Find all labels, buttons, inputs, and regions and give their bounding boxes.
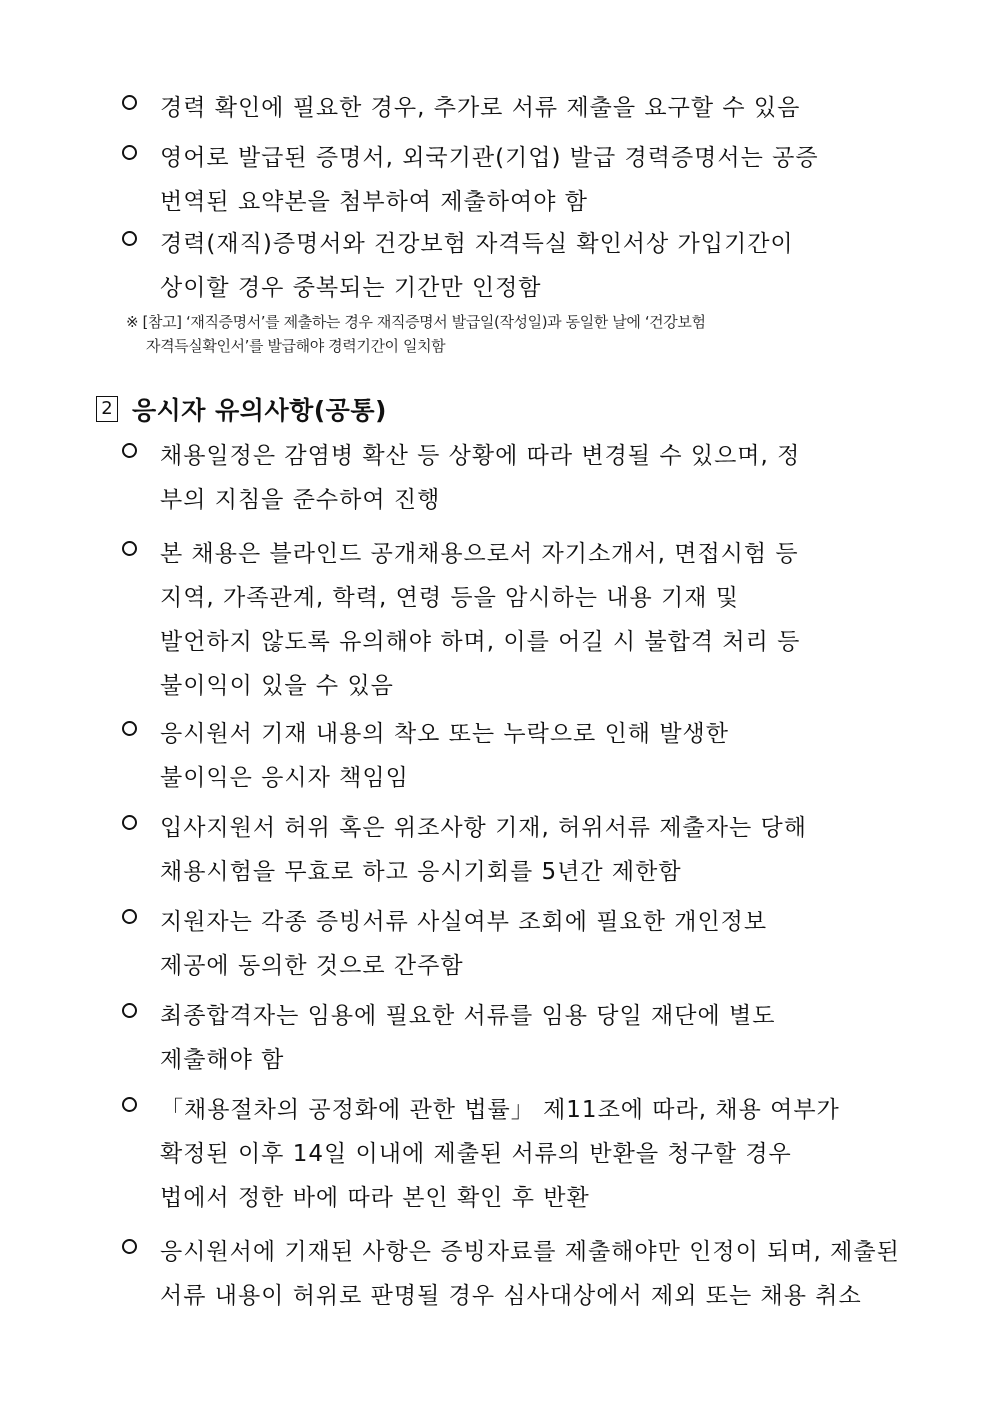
item-line: 제공에 동의한 것으로 간주함 xyxy=(160,953,464,979)
section-title: 응시자 유의사항(공통) xyxy=(132,396,387,425)
item-line: 발언하지 않도록 유의해야 하며, 이를 어길 시 불합격 처리 등 xyxy=(160,629,801,655)
bullet-circle-icon xyxy=(122,1239,137,1254)
bullet-item xyxy=(122,994,912,1082)
item-text xyxy=(160,712,912,800)
bullet-circle-icon xyxy=(122,443,137,458)
item-line: 응시원서에 기재된 사항은 증빙자료를 제출해야만 인정이 되며, 제출된 xyxy=(160,1239,900,1265)
bullet-circle-icon xyxy=(122,815,137,830)
item-line: 확정된 이후 14일 이내에 제출된 서류의 반환을 청구할 경우 xyxy=(160,1141,792,1167)
bullet-item xyxy=(122,434,912,522)
item-line: 최종합격자는 임용에 필요한 서류를 임용 당일 재단에 별도 xyxy=(160,1003,776,1029)
item-text xyxy=(160,994,912,1082)
section-heading xyxy=(96,392,387,426)
bullet-circle-icon xyxy=(122,1003,137,1018)
bullet-item xyxy=(122,900,912,988)
item-text xyxy=(160,900,912,988)
item-text xyxy=(160,434,912,522)
bullet-item xyxy=(122,532,912,708)
item-line: 상이할 경우 중복되는 기간만 인정함 xyxy=(160,275,542,301)
bullet-item xyxy=(122,222,912,310)
item-text xyxy=(160,532,912,708)
item-line: 번역된 요약본을 첨부하여 제출하여야 함 xyxy=(160,189,588,215)
item-line: 서류 내용이 허위로 판명될 경우 심사대상에서 제외 또는 채용 취소 xyxy=(160,1283,862,1309)
bullet-circle-icon xyxy=(122,95,137,110)
item-line: 채용시험을 무효로 하고 응시기회를 5년간 제한함 xyxy=(160,859,682,885)
note-line: ※ [참고] ‘재직증명서’를 제출하는 경우 재직증명서 발급일(작성일)과 동일한 날에 ‘건강보험 xyxy=(126,313,706,331)
item-text xyxy=(160,136,912,224)
item-line: 채용일정은 감염병 확산 등 상황에 따라 변경될 수 있으며, 정 xyxy=(160,443,801,469)
item-text xyxy=(160,1230,912,1318)
item-line: 지역, 가족관계, 학력, 연령 등을 암시하는 내용 기재 및 xyxy=(160,585,739,611)
item-line: 부의 지침을 준수하여 진행 xyxy=(160,487,441,513)
item-line: 불이익이 있을 수 있음 xyxy=(160,673,394,699)
item-line: 제출해야 함 xyxy=(160,1047,285,1073)
note-line: 자격득실확인서’를 발급해야 경력기간이 일치함 xyxy=(146,337,446,355)
bullet-item xyxy=(122,806,912,894)
section-number-box: 2 xyxy=(96,396,118,422)
bullet-circle-icon xyxy=(122,541,137,556)
bullet-circle-icon xyxy=(122,145,137,160)
bullet-item xyxy=(122,712,912,800)
item-line: 불이익은 응시자 책임임 xyxy=(160,765,409,791)
bullet-item xyxy=(122,1230,912,1318)
item-line: 지원자는 각종 증빙서류 사실여부 조회에 필요한 개인정보 xyxy=(160,909,768,935)
item-text xyxy=(160,1088,912,1220)
item-line: 경력(재직)증명서와 건강보험 자격득실 확인서상 가입기간이 xyxy=(160,231,794,257)
bullet-circle-icon xyxy=(122,1097,137,1112)
item-line: 응시원서 기재 내용의 착오 또는 누락으로 인해 발생한 xyxy=(160,721,729,747)
bullet-item xyxy=(122,136,912,224)
item-text xyxy=(160,86,912,130)
item-line: 법에서 정한 바에 따라 본인 확인 후 반환 xyxy=(160,1185,590,1211)
item-line: 본 채용은 블라인드 공개채용으로서 자기소개서, 면접시험 등 xyxy=(160,541,799,567)
reference-note xyxy=(126,310,906,358)
bullet-circle-icon xyxy=(122,721,137,736)
bullet-circle-icon xyxy=(122,231,137,246)
item-line: 영어로 발급된 증명서, 외국기관(기업) 발급 경력증명서는 공증 xyxy=(160,145,819,171)
item-text xyxy=(160,222,912,310)
bullet-item xyxy=(122,86,912,130)
item-text xyxy=(160,806,912,894)
item-line: 입사지원서 허위 혹은 위조사항 기재, 허위서류 제출자는 당해 xyxy=(160,815,807,841)
bullet-circle-icon xyxy=(122,909,137,924)
item-line: 경력 확인에 필요한 경우, 추가로 서류 제출을 요구할 수 있음 xyxy=(160,95,801,121)
item-line: 「채용절차의 공정화에 관한 법률」 제11조에 따라, 채용 여부가 xyxy=(160,1097,840,1123)
bullet-item xyxy=(122,1088,912,1220)
